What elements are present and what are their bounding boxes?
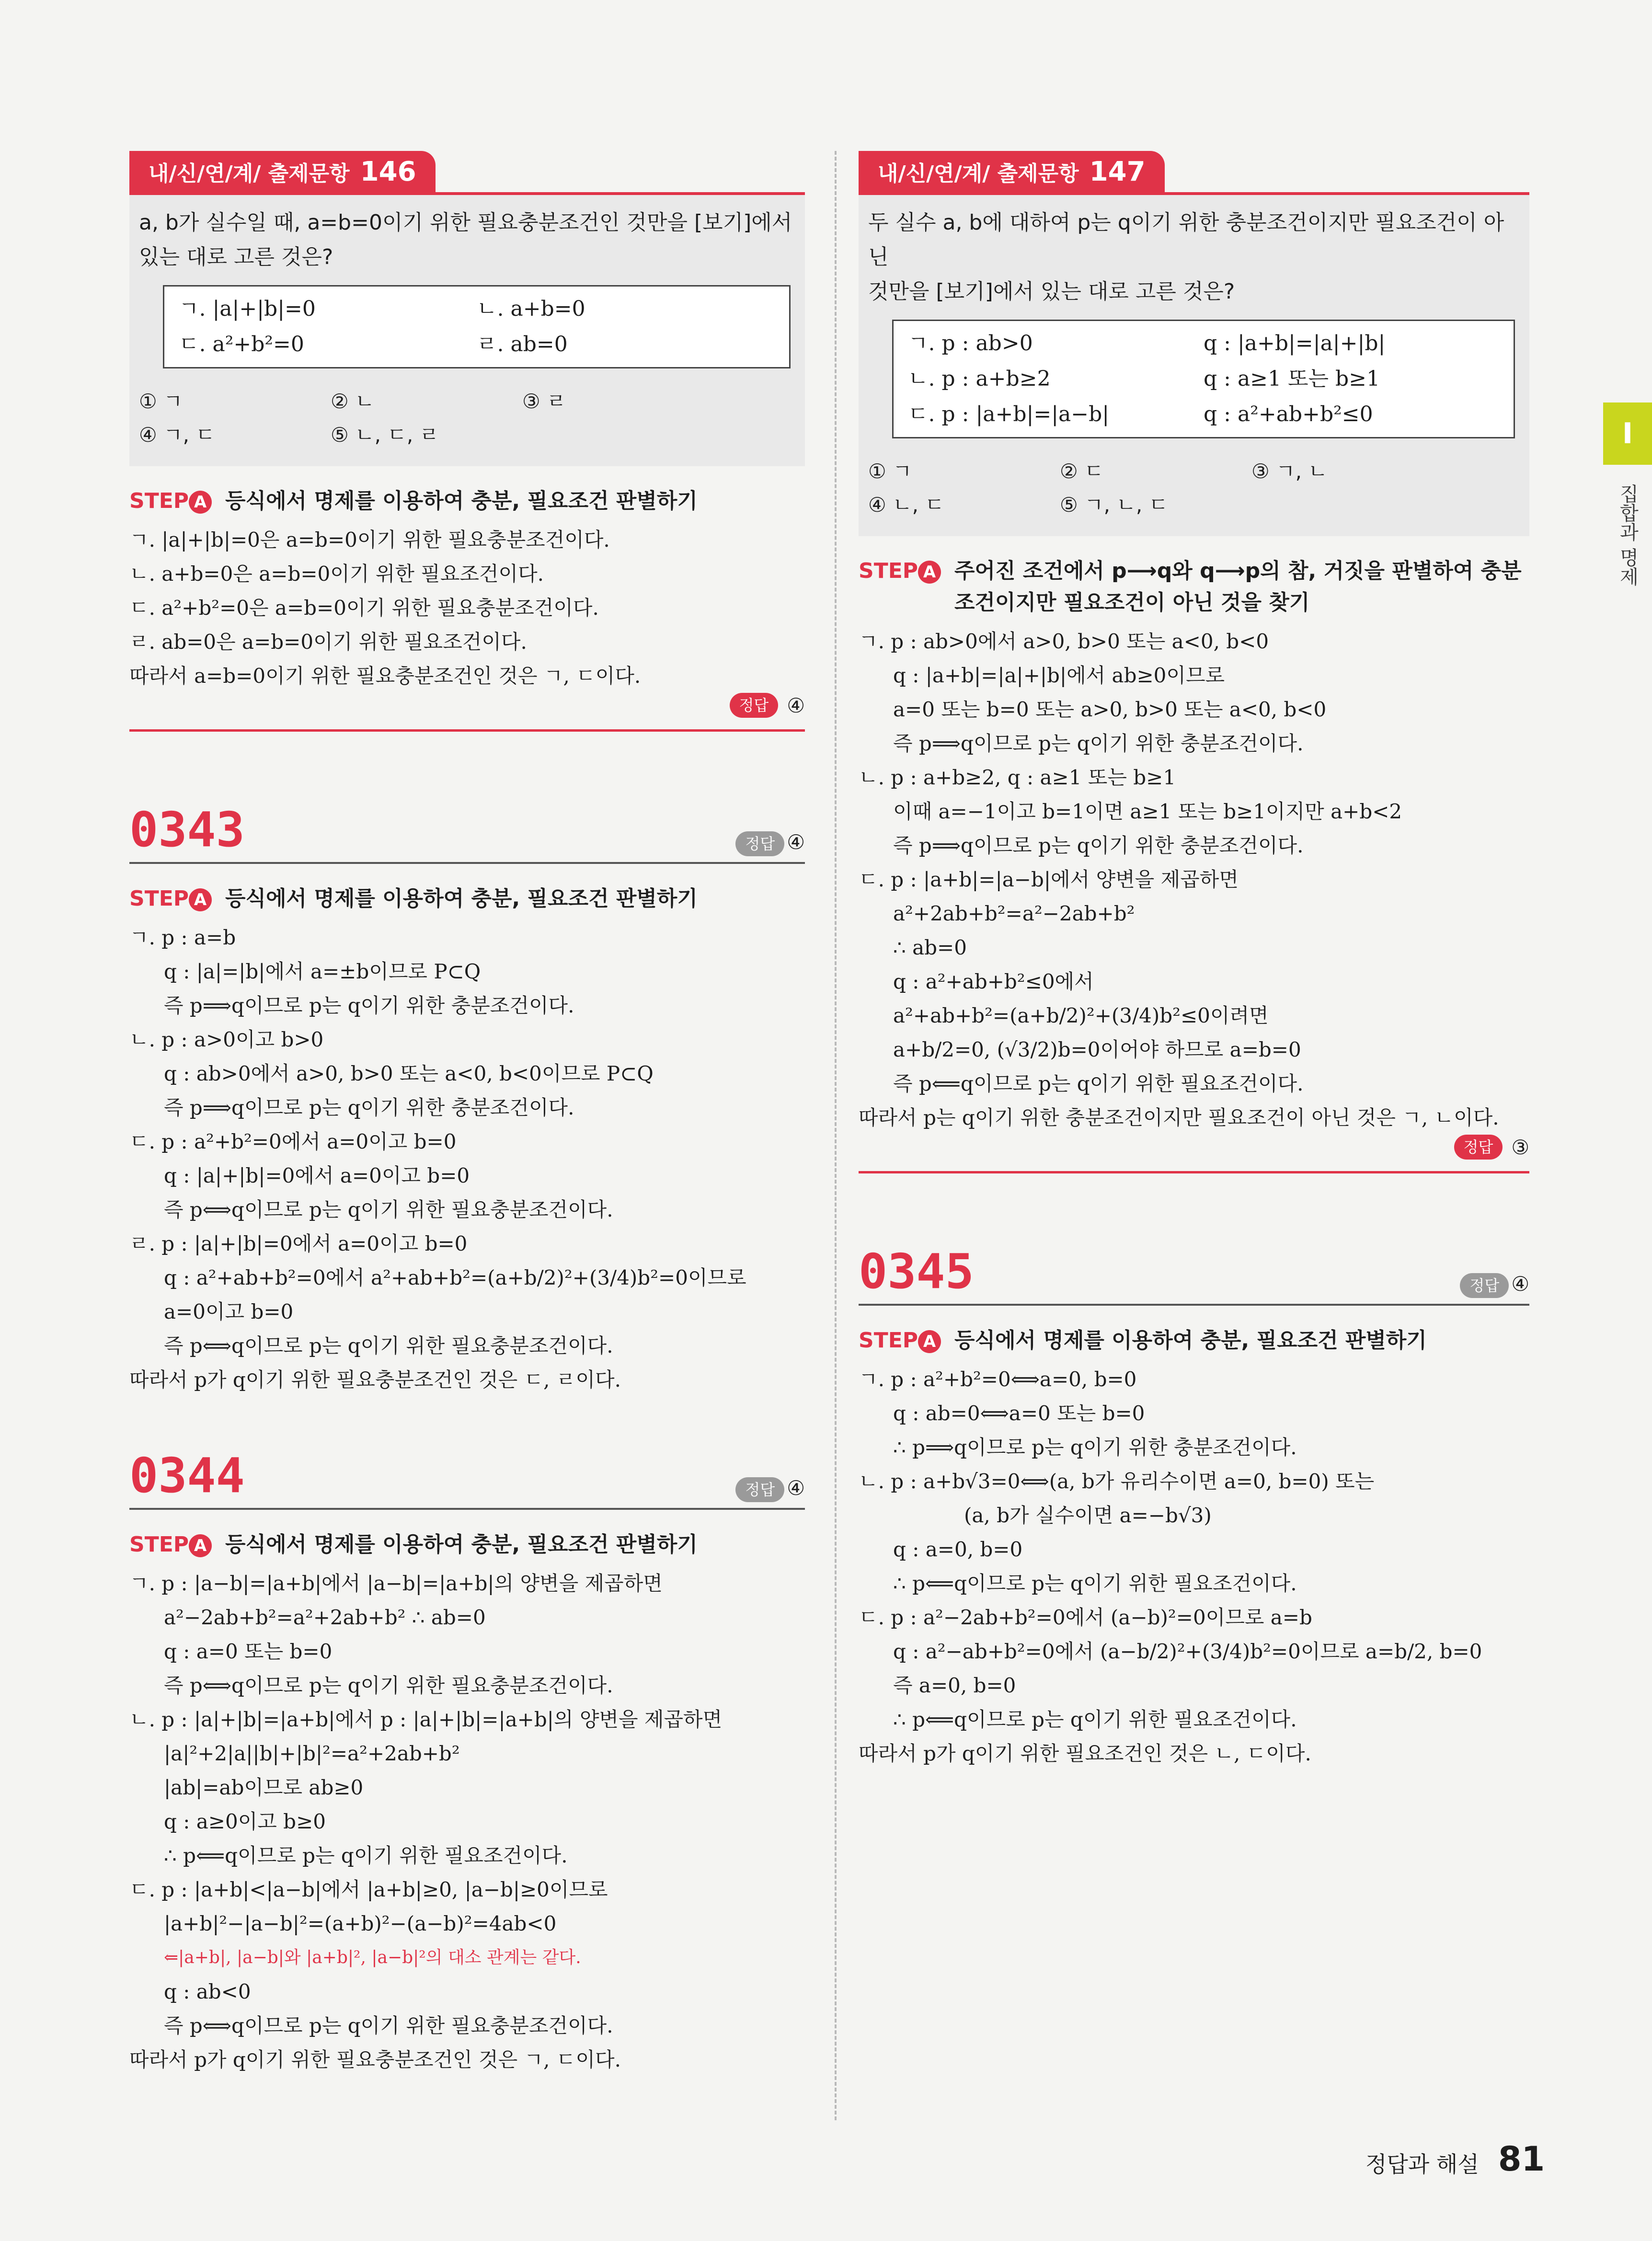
question-line: 것만을 [보기]에서 있는 대로 고른 것은?	[868, 279, 1235, 304]
exam-question-147-header	[859, 151, 1529, 195]
solution-line: a²−2ab+b²=a²+2ab+b² ∴ ab=0	[164, 1606, 486, 1629]
choice-row	[868, 455, 1520, 488]
step-prefix: STEP	[859, 559, 918, 583]
choice: ⑤ ㄱ, ㄴ, ㄷ	[1060, 493, 1169, 517]
answer-badge: 정답	[735, 1477, 784, 1502]
answer-choices	[868, 455, 1520, 522]
problem-number: 0345	[859, 1243, 974, 1299]
solution-line: 즉 p⟺q이므로 p는 q이기 위한 필요충분조건이다.	[164, 1198, 613, 1221]
bogi-item: q : a≥1 또는 b≥1	[1204, 367, 1380, 391]
solution-line: 즉 p⟸q이므로 p는 q이기 위한 필요조건이다.	[893, 1072, 1304, 1095]
answer-row	[129, 693, 805, 718]
footer-text: 정답과 해설	[1365, 2151, 1479, 2177]
solution-line: ㄴ. p : a+b≥2, q : a≥1 또는 b≥1	[859, 766, 1176, 789]
question-line: a, b가 실수일 때, a=b=0이기 위한 필요충분조건인 것만을 [보기]에서	[139, 210, 792, 235]
step-heading	[129, 1529, 805, 1561]
problem-number: 0344	[129, 1448, 245, 1504]
solution	[859, 1362, 1529, 1770]
step-prefix: STEP	[129, 886, 189, 911]
step-circle-icon: A	[189, 1534, 212, 1557]
answer-value: ③	[1511, 1135, 1529, 1159]
bogi-item: ㄴ. p : a+b≥2	[908, 367, 1051, 391]
step-circle-icon: A	[918, 561, 941, 584]
page-number: 81	[1498, 2139, 1545, 2179]
problem-0343-header	[129, 804, 805, 864]
solution-line: 따라서 a=b=0이기 위한 필요충분조건인 것은 ㄱ, ㄷ이다.	[129, 664, 641, 688]
step-circle-icon: A	[189, 491, 212, 514]
solution-line: (a, b가 실수이면 a=−b√3)	[964, 1504, 1212, 1527]
solution-line: ㄷ. p : |a+b|<|a−b|에서 |a+b|≥0, |a−b|≥0이므로	[129, 1878, 608, 1901]
bogi-item: q : a²+ab+b²≤0	[1204, 402, 1373, 426]
choice-row	[139, 418, 795, 452]
chapter-tab[interactable]: I	[1603, 402, 1652, 465]
solution-line: a=0이고 b=0	[164, 1300, 294, 1323]
bogi-item: ㄷ. p : |a+b|=|a−b|	[908, 402, 1110, 426]
solution-line: 즉 p⟺q이므로 p는 q이기 위한 필요충분조건이다.	[164, 1674, 613, 1697]
solution	[129, 1566, 805, 2077]
solution-line: q : a=0, b=0	[893, 1538, 1023, 1561]
answer-row	[735, 830, 805, 856]
solution-line: a+b/2=0, (√3/2)b=0이어야 하므로 a=b=0	[893, 1038, 1301, 1061]
step-label	[129, 1529, 212, 1561]
solution-line: ∴ ab=0	[893, 936, 967, 959]
step-label	[129, 485, 212, 517]
solution-line: ∴ p⟸q이므로 p는 q이기 위한 필요조건이다.	[893, 1708, 1297, 1731]
bogi-item: ㄷ. a²+b²=0	[179, 332, 304, 356]
solution-line: ㄹ. ab=0은 a=b=0이기 위한 필요조건이다.	[129, 630, 527, 654]
solution-line: ㄱ. p : a²+b²=0⟺a=0, b=0	[859, 1368, 1137, 1391]
step-prefix: STEP	[129, 489, 189, 513]
solution-line: 따라서 p가 q이기 위한 필요조건인 것은 ㄴ, ㄷ이다.	[859, 1742, 1311, 1765]
bogi-row	[179, 291, 775, 327]
choice: ③ ㄱ, ㄴ	[1251, 460, 1328, 483]
step-circle-icon: A	[918, 1330, 941, 1353]
bogi-box	[892, 320, 1515, 438]
bogi-item: ㄴ. a+b=0	[477, 297, 585, 321]
exam-tab-label: 내/신/연/계/ 출제문항	[878, 161, 1079, 186]
solution-line: 즉 a=0, b=0	[893, 1674, 1016, 1697]
solution-line: ㄷ. p : a²+b²=0에서 a=0이고 b=0	[129, 1130, 457, 1153]
step-label	[859, 1325, 941, 1356]
solution-line: |a+b|²−|a−b|²=(a+b)²−(a−b)²=4ab<0	[164, 1912, 557, 1935]
question-text	[868, 206, 1520, 309]
answer-value: ④	[787, 693, 805, 717]
choice: ④ ㄴ, ㄷ	[868, 493, 944, 517]
step-title: 등식에서 명제를 이용하여 충분, 필요조건 판별하기	[954, 1328, 1427, 1353]
section-separator	[859, 1171, 1529, 1173]
solution-line: ㄴ. p : a>0이고 b>0	[129, 1028, 324, 1051]
bogi-row	[908, 361, 1499, 397]
step-circle-icon: A	[189, 888, 212, 911]
solution-line: ㄴ. p : a+b√3=0⟺(a, b가 유리수이면 a=0, b=0) 또는	[859, 1470, 1375, 1493]
exam-tab-number: 146	[360, 156, 416, 187]
bogi-row	[908, 326, 1499, 361]
answer-value: ④	[1511, 1272, 1529, 1296]
solution-line: |a|²+2|a||b|+|b|²=a²+2ab+b²	[164, 1742, 460, 1765]
step-prefix: STEP	[129, 1532, 189, 1557]
choice: ⑤ ㄴ, ㄷ, ㄹ	[331, 423, 439, 447]
solution-line: a²+2ab+b²=a²−2ab+b²	[893, 902, 1135, 925]
solution-line: ㄴ. a+b=0은 a=b=0이기 위한 필요조건이다.	[129, 562, 544, 586]
solution-line: 즉 p⟹q이므로 p는 q이기 위한 충분조건이다.	[164, 1096, 574, 1119]
bogi-item: q : |a+b|=|a|+|b|	[1204, 331, 1386, 356]
step-heading	[859, 555, 1529, 619]
solution-line: q : ab=0⟺a=0 또는 b=0	[893, 1402, 1145, 1425]
exam-question-147	[859, 195, 1529, 536]
solution-line: 즉 p⟺q이므로 p는 q이기 위한 필요충분조건이다.	[164, 1334, 613, 1357]
solution-line: ㄱ. p : |a−b|=|a+b|에서 |a−b|=|a+b|의 양변을 제곱하면	[129, 1572, 663, 1595]
bogi-item: ㄱ. |a|+|b|=0	[179, 297, 316, 321]
section-separator	[129, 729, 805, 732]
solution-line: 즉 p⟹q이므로 p는 q이기 위한 충분조건이다.	[164, 994, 574, 1017]
solution-line: ∴ p⟸q이므로 p는 q이기 위한 필요조건이다.	[893, 1572, 1297, 1595]
choice: ② ㄷ	[1060, 460, 1104, 483]
solution-line: ㄱ. p : a=b	[129, 926, 236, 949]
step-label	[129, 883, 212, 915]
exam-tab-number: 147	[1089, 156, 1146, 187]
solution-line: ㄷ. a²+b²=0은 a=b=0이기 위한 필요충분조건이다.	[129, 596, 599, 620]
solution-line: 즉 p⟹q이므로 p는 q이기 위한 충분조건이다.	[893, 834, 1304, 857]
choice: ④ ㄱ, ㄷ	[139, 423, 215, 447]
step-title: 등식에서 명제를 이용하여 충분, 필요조건 판별하기	[225, 489, 698, 513]
step-heading	[859, 1325, 1529, 1356]
page-footer	[1365, 2139, 1545, 2179]
question-text	[139, 206, 795, 275]
solution-line: 즉 p⟺q이므로 p는 q이기 위한 필요충분조건이다.	[164, 2014, 613, 2037]
solution	[129, 523, 805, 693]
bogi-row	[179, 327, 775, 362]
choice: ① ㄱ	[868, 460, 912, 483]
answer-badge: 정답	[1454, 1135, 1503, 1160]
solution-line: 따라서 p는 q이기 위한 충분조건이지만 필요조건이 아닌 것은 ㄱ, ㄴ이다.	[859, 1106, 1499, 1129]
step-heading	[129, 485, 805, 517]
step-prefix: STEP	[859, 1328, 918, 1353]
solution-line: ㄷ. p : |a+b|=|a−b|에서 양변을 제곱하면	[859, 868, 1239, 891]
bogi-item: ㄹ. ab=0	[477, 332, 568, 356]
solution-line: 이때 a=−1이고 b=1이면 a≥1 또는 b≥1이지만 a+b<2	[893, 800, 1402, 823]
solution-line: q : a²−ab+b²=0에서 (a−b/2)²+(3/4)b²=0이므로 a=b/2, b=0	[893, 1640, 1482, 1663]
solution-line: ∴ p⟹q이므로 p는 q이기 위한 충분조건이다.	[893, 1436, 1297, 1459]
solution-line: a²+ab+b²=(a+b/2)²+(3/4)b²≤0이려면	[893, 1004, 1269, 1027]
choice: ③ ㄹ	[522, 390, 566, 413]
bogi-item: ㄱ. p : ab>0	[908, 331, 1033, 356]
step-title: 등식에서 명제를 이용하여 충분, 필요조건 판별하기	[225, 886, 698, 911]
solution-line: q : |a+b|=|a|+|b|에서 ab≥0이므로	[893, 664, 1225, 687]
exam-question-146-header	[129, 151, 805, 195]
answer-row	[859, 1135, 1529, 1160]
step-heading	[129, 883, 805, 915]
choice: ② ㄴ	[331, 390, 375, 413]
right-column	[859, 151, 1529, 1770]
solution-line: ㄷ. p : a²−2ab+b²=0에서 (a−b)²=0이므로 a=b	[859, 1606, 1312, 1629]
exam-tab	[859, 151, 1165, 192]
chapter-title: 집합과 명제	[1617, 484, 1639, 586]
exam-question-146	[129, 195, 805, 466]
solution-line: q : |a|+|b|=0에서 a=0이고 b=0	[164, 1164, 470, 1187]
solution-line: 즉 p⟹q이므로 p는 q이기 위한 충분조건이다.	[893, 732, 1304, 755]
solution-line: q : a=0 또는 b=0	[164, 1640, 333, 1663]
column-divider	[835, 151, 837, 2120]
solution-line: q : a≥0이고 b≥0	[164, 1810, 326, 1833]
solution-line: 따라서 p가 q이기 위한 필요충분조건인 것은 ㄱ, ㄷ이다.	[129, 2048, 621, 2071]
left-column	[129, 151, 805, 2077]
answer-badge: 정답	[735, 831, 784, 856]
solution-line: q : a²+ab+b²≤0에서	[893, 970, 1094, 993]
answer-value: ④	[787, 830, 805, 854]
choice-row	[139, 385, 795, 418]
solution-note: ⇐|a+b|, |a−b|와 |a+b|², |a−b|²의 대소 관계는 같다.	[164, 1948, 581, 1967]
problem-number: 0343	[129, 802, 245, 858]
answer-value: ④	[787, 1476, 805, 1500]
solution-line: ㄴ. p : |a|+|b|=|a+b|에서 p : |a|+|b|=|a+b|의 양변을 제곱하면	[129, 1708, 723, 1731]
solution-line: ㄱ. p : ab>0에서 a>0, b>0 또는 a<0, b<0	[859, 630, 1269, 653]
answer-choices	[139, 385, 795, 452]
answer-badge: 정답	[730, 693, 779, 718]
problem-0345-header	[859, 1245, 1529, 1306]
choice: ① ㄱ	[139, 390, 183, 413]
solution	[859, 624, 1529, 1135]
question-line: 두 실수 a, b에 대하여 p는 q이기 위한 충분조건이지만 필요조건이 아닌	[868, 210, 1504, 269]
solution-line: q : ab<0	[164, 1980, 251, 2003]
solution-line: 따라서 p가 q이기 위한 필요충분조건인 것은 ㄷ, ㄹ이다.	[129, 1368, 621, 1391]
answer-row	[1460, 1272, 1529, 1298]
step-label	[859, 555, 941, 587]
solution-line: q : ab>0에서 a>0, b>0 또는 a<0, b<0이므로 P⊂Q	[164, 1062, 654, 1085]
exam-tab	[129, 151, 436, 192]
solution-line: q : |a|=|b|에서 a=±b이므로 P⊂Q	[164, 960, 481, 983]
bogi-row	[908, 397, 1499, 432]
exam-tab-label: 내/신/연/계/ 출제문항	[149, 161, 350, 186]
answer-row	[735, 1476, 805, 1502]
solution-line: ∴ p⟸q이므로 p는 q이기 위한 필요조건이다.	[164, 1844, 568, 1867]
choice-row	[868, 488, 1520, 522]
solution-line: a=0 또는 b=0 또는 a>0, b>0 또는 a<0, b<0	[893, 698, 1327, 721]
solution-line: ㄹ. p : |a|+|b|=0에서 a=0이고 b=0	[129, 1232, 468, 1255]
solution-line: |ab|=ab이므로 ab≥0	[164, 1776, 364, 1799]
question-line: 있는 대로 고른 것은?	[139, 245, 333, 269]
solution	[129, 920, 805, 1397]
solution-line: ㄱ. |a|+|b|=0은 a=b=0이기 위한 필요충분조건이다.	[129, 528, 610, 552]
solution-line: q : a²+ab+b²=0에서 a²+ab+b²=(a+b/2)²+(3/4)b²=0이므로	[164, 1266, 746, 1289]
bogi-box	[163, 285, 791, 368]
step-title: 등식에서 명제를 이용하여 충분, 필요조건 판별하기	[225, 1532, 698, 1557]
step-title: 주어진 조건에서 p⟶q와 q⟶p의 참, 거짓을 판별하여 충분조건이지만 필요조건이 아닌 것을 찾기	[954, 559, 1522, 615]
problem-0344-header	[129, 1449, 805, 1510]
answer-badge: 정답	[1460, 1273, 1509, 1298]
